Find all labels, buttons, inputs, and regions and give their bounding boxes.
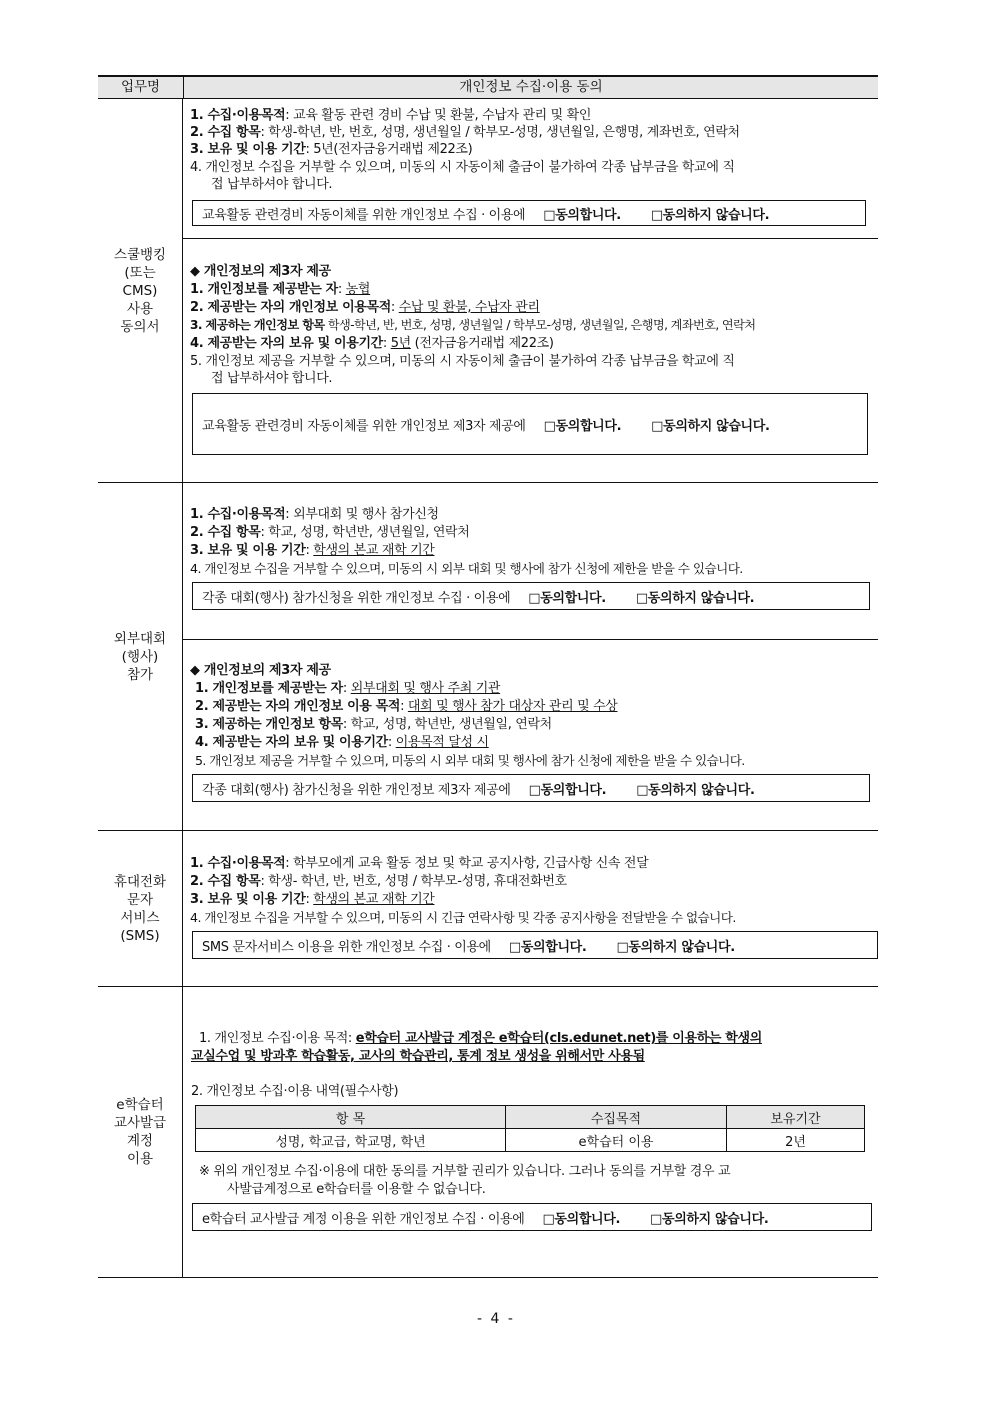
- event-collect-consent-box: 각종 대회(행사) 참가신청을 위한 개인정보 수집 · 이용에 □동의합니다. □동의하지 않습니다.: [192, 582, 870, 610]
- elearn-items-table: [195, 1105, 865, 1152]
- elearn-consent-box: e학습터 교사발급 계정 이용을 위한 개인정보 수집 · 이용에 □동의합니다. □동의하지 않습니다.: [192, 1203, 872, 1231]
- event-third-party: ◆ 개인정보의 제3자 제공 1. 개인정보를 제공받는 자: 외부대회 및 행사 주최 기관 2. 제공받는 자의 개인정보 이용 목적: 대회 및 행사 참가 대상자 관리 및 수상 3. 제공하는 개인정보 항목: 학교, 성명, 학년반, 생년월일, 연락처 4. 제공받는 자의 보유 및 이용기간: 이용목적 달성 시 5. 개인정보 제공을 거부할 수 있으며, 미동의 시 외부 대회 및 행사에 참가 신청에 제한을 받을 수 있습니다. 각종 대회(행사) 참가신청을 위한 개인정보 제3자 제공에 □동의합니다. □동의하지 않습니다.: [183, 640, 878, 831]
- table-row: 성명, 학교급, 학교명, 학년 e학습터 이용 2년: [196, 1129, 865, 1152]
- table-header-item: 항 목: [196, 1106, 506, 1129]
- agree-checkbox[interactable]: □동의합니다.: [508, 939, 587, 955]
- agree-checkbox[interactable]: □동의합니다.: [543, 418, 622, 434]
- row-sms: 휴대전화 문자 서비스 (SMS) 1. 수집·이용목적: 학부모에게 교육 활동 정보 및 학교 공지사항, 긴급사항 신속 전달 2. 수집 항목: 학생- 학년, 반, 번호, 성명 / 학부모-성명, 휴대전화번호 3. 보유 및 이용 기간: 학생의 본교 재학 기간 4. 개인정보 수집을 거부할 수 있으며, 미동의 시 긴급 연락사항 및 각종 공지사항을 전달받을 수 없습니다. SMS 문자서비스 이용을 위한 개인정보 수집 · 이용에 □동의합니다. □동의하지 않습니다.: [98, 831, 878, 987]
- header-task-name: 업무명: [98, 77, 184, 98]
- cms-third-party: ◆ 개인정보의 제3자 제공 1. 개인정보를 제공받는 자: 농협 2. 제공받는 자의 개인정보 이용목적: 수납 및 환불, 수납자 관리 3. 제공하는 개인정보 항목 학생-학년, 반, 번호, 성명, 생년월일 / 학부모-성명, 생년월일, 은행명, 계좌번호, 연락처 4. 제공받는 자의 보유 및 이용기간: 5년 (전자금융거래법 제22조) 5. 개인정보 제공을 거부할 수 있으며, 미동의 시 자동이체 출금이 불가하여 각종 납부금을 학교에 직 접 납부하셔야 합니다. 교육활동 관련경비 자동이체를 위한 개인정보 제3자 제공에 □동의합니다. □동의하지 않습니다.: [183, 239, 878, 483]
- label-cms: 스쿨뱅킹 (또는 CMS) 사용 동의서: [98, 99, 183, 482]
- label-elearn: e학습터 교사발급 계정 이용: [98, 987, 183, 1277]
- table-header-period: 보유기간: [727, 1106, 865, 1129]
- sms-consent-box: SMS 문자서비스 이용을 위한 개인정보 수집 · 이용에 □동의합니다. □동의하지 않습니다.: [192, 931, 878, 959]
- label-sms: 휴대전화 문자 서비스 (SMS): [98, 831, 183, 986]
- row-elearn: e학습터 교사발급 계정 이용 1. 개인정보 수집·이용 목적: e학습터 교사발급 계정은 e학습터(cls.edunet.net)를 이용하는 학생의 교실수업 및 방과후 학습활동, 교사의 학습관리, 통계 정보 생성을 위해서만 사용됨 2. 개인정보 수집·이용 내역(필수사항) 항 목 수집목적 보유기간 성명, 학교급, 학교명, 학년 e학습터 이용 2년 ※ 위의 개인정보 수집·이용에 대한 동의를 거부할 권리가 있습니다. 그러나 동의를 거부할 경우 교 사발급계정으로 e학습터를 이용할 수 없습니다. e학습터 교사발급 계정 이용을 위한 개인정보 수집 · 이용에 □동의합니다. □동의하지 않습니다.: [98, 987, 878, 1278]
- table-header: [98, 75, 878, 99]
- table-header-purpose: 수집목적: [506, 1106, 727, 1129]
- disagree-checkbox[interactable]: □동의하지 않습니다.: [651, 418, 770, 434]
- disagree-checkbox[interactable]: □동의하지 않습니다.: [650, 1211, 769, 1227]
- disagree-checkbox[interactable]: □동의하지 않습니다.: [650, 207, 770, 223]
- label-event: 외부대회 (행사) 참가: [98, 483, 183, 830]
- row-cms: [98, 99, 878, 483]
- cms-collect-consent-box: 교육활동 관련경비 자동이체를 위한 개인정보 수집 · 이용에 □동의합니다. □동의하지 않습니다.: [192, 200, 866, 226]
- disagree-checkbox[interactable]: □동의하지 않습니다.: [636, 782, 755, 798]
- cms-third-consent-box: 교육활동 관련경비 자동이체를 위한 개인정보 제3자 제공에 □동의합니다. □동의하지 않습니다.: [192, 393, 868, 455]
- disagree-checkbox[interactable]: □동의하지 않습니다.: [616, 939, 735, 955]
- disagree-checkbox[interactable]: □동의하지 않습니다.: [635, 590, 755, 606]
- event-third-consent-box: 각종 대회(행사) 참가신청을 위한 개인정보 제3자 제공에 □동의합니다. □동의하지 않습니다.: [192, 774, 870, 802]
- agree-checkbox[interactable]: □동의합니다.: [542, 1211, 621, 1227]
- cms-collect: 1. 수집·이용목적: 교육 활동 관련 경비 수납 및 환불, 수납자 관리 및 확인 2. 수집 항목: 학생-학년, 반, 번호, 성명, 생년월일 / 학부모-성명, 생년월일, 은행명, 계좌번호, 연락처 3. 보유 및 이용 기간: 5년(전자금융거래법 제22조) 4. 개인정보 수집을 거부할 수 있으며, 미동의 시 자동이체 출금이 불가하여 각종 납부금을 학교에 직 접 납부하셔야 합니다. 교육활동 관련경비 자동이체를 위한 개인정보 수집 · 이용에 □동의합니다. □동의하지 않습니다.: [183, 99, 878, 239]
- page-number: - 4 -: [477, 1311, 515, 1327]
- agree-checkbox[interactable]: □동의합니다.: [543, 207, 621, 223]
- consent-table: [98, 75, 878, 1278]
- agree-checkbox[interactable]: □동의합니다.: [528, 590, 606, 606]
- row-event: [98, 483, 878, 831]
- event-collect: 1. 수집·이용목적: 외부대회 및 행사 참가신청 2. 수집 항목: 학교, 성명, 학년반, 생년월일, 연락처 3. 보유 및 이용 기간: 학생의 본교 재학 기간 4. 개인정보 수집을 거부할 수 있으며, 미동의 시 외부 대회 및 행사에 참가 신청에 제한을 받을 수 있습니다. 각종 대회(행사) 참가신청을 위한 개인정보 수집 · 이용에 □동의합니다. □동의하지 않습니다.: [183, 483, 878, 640]
- agree-checkbox[interactable]: □동의합니다.: [528, 782, 607, 798]
- header-consent: 개인정보 수집·이용 동의: [459, 79, 603, 95]
